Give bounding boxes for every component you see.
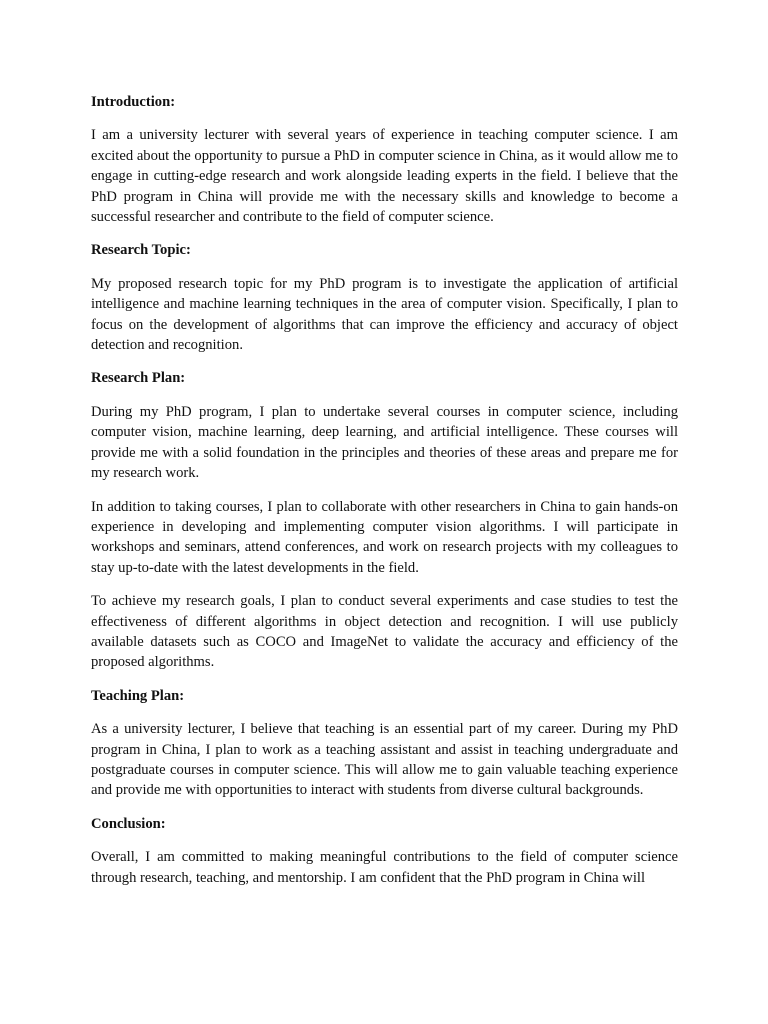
- section-heading: Conclusion:: [91, 815, 166, 832]
- section-research-topic: [91, 240, 678, 355]
- section-paragraph: During my PhD program, I plan to undertake several courses in computer science, including computer vision, machine learning, deep learning, and artificial intelligence. These courses will provide me with a solid foundation in the principles and theories of these areas and prepare me for my research work.: [91, 403, 678, 482]
- section-heading: Research Plan:: [91, 370, 186, 387]
- section-research-plan: [91, 368, 678, 672]
- section-paragraph: I am a university lecturer with several years of experience in teaching computer science. I am excited about the opportunity to pursue a PhD in computer science in China, as it would allow me to engage in cutting-edge research and work alongside leading experts in the field. I believe that the PhD program in China will provide me with the necessary skills and knowledge to become a successful researcher and contribute to the field of computer science.: [91, 127, 678, 226]
- section-heading: Teaching Plan:: [91, 687, 185, 704]
- section-paragraph: To achieve my research goals, I plan to conduct several experiments and case studies to test the effectiveness of different algorithms in object detection and recognition. I will use publicly available datasets such as COCO and ImageNet to validate the accuracy and efficiency of the proposed algorithms.: [91, 593, 678, 671]
- section-conclusion: [91, 814, 678, 888]
- section-paragraph: As a university lecturer, I believe that teaching is an essential part of my career. During my PhD program in China, I plan to work as a teaching assistant and assist in teaching undergraduate and postgraduate courses in computer science. This will allow me to gain valuable teaching experience and provide me with opportunities to interact with students from diverse cultural backgrounds.: [91, 721, 678, 799]
- section-paragraph: My proposed research topic for my PhD program is to investigate the application of artificial intelligence and machine learning techniques in the area of computer vision. Specifically, I plan to focus on the development of algorithms that can improve the efficiency and accuracy of object detection and recognition.: [91, 275, 678, 354]
- section-heading: Introduction:: [91, 94, 176, 110]
- section-introduction: [91, 92, 678, 227]
- document-page: [91, 92, 678, 901]
- section-paragraph: Overall, I am committed to making meaningful contributions to the field of computer science through research, teaching, and mentorship. I am confident that the PhD program in China will: [91, 849, 678, 886]
- section-heading: Research Topic:: [91, 242, 191, 259]
- section-teaching-plan: [91, 686, 678, 801]
- section-paragraph: In addition to taking courses, I plan to collaborate with other researchers in China to gain hands-on experience in developing and implementing computer vision algorithms. I will participate in workshops and seminars, attend conferences, and work on research projects with my colleagues to stay up-to-date with the latest developments in the field.: [91, 498, 678, 576]
